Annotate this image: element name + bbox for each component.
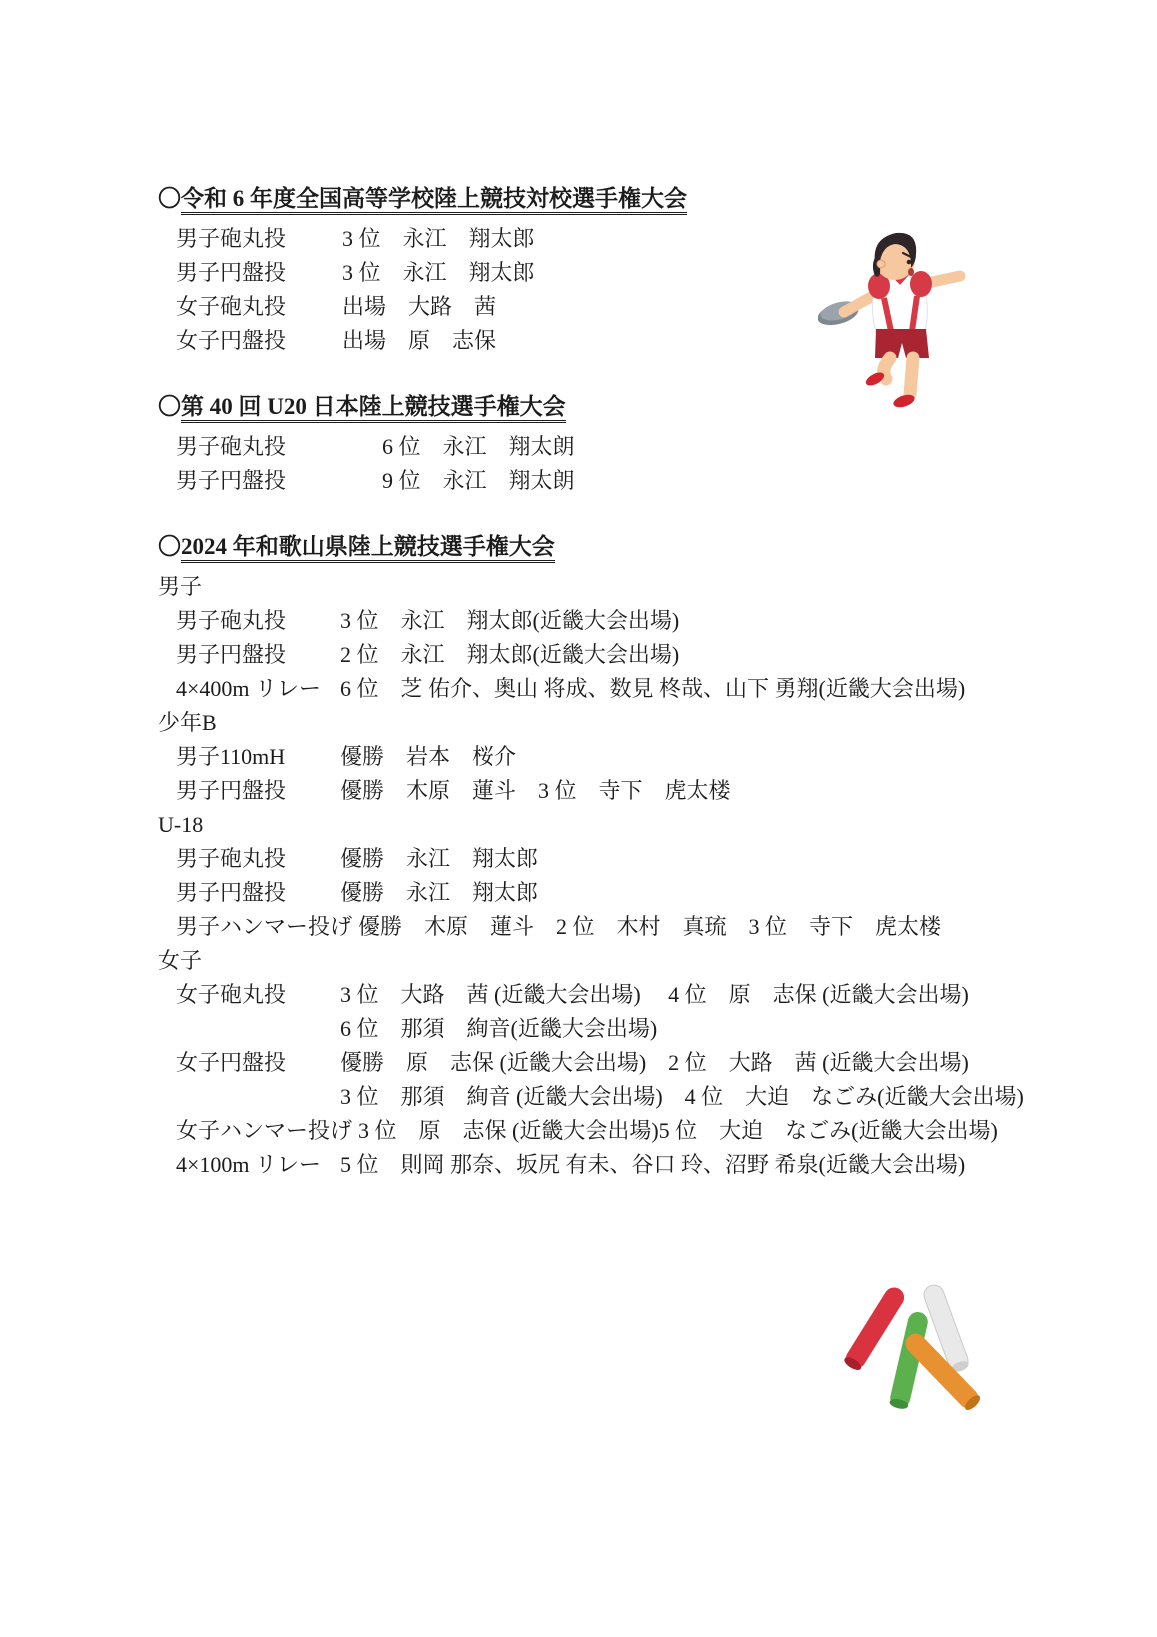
section-wakayama-championship: [158, 532, 1127, 1182]
result-row-continuation: [158, 1012, 1127, 1046]
event-name: 男子円盤投: [176, 778, 287, 803]
group-label-women: 女子: [158, 948, 203, 973]
result-text: 3 位 永江 翔太郎(近畿大会出場): [340, 608, 680, 633]
event-name: 女子砲丸投: [176, 294, 287, 319]
discus-thrower-illustration: [818, 226, 968, 416]
section-title-text: 2024 年和歌山県陸上競技選手権大会: [181, 534, 555, 563]
event-name: 女子円盤投: [176, 328, 287, 353]
result-text: 5 位 則岡 那奈、坂尻 有未、谷口 玲、沼野 希泉(近畿大会出場): [340, 1152, 966, 1177]
result-text: 6 位 永江 翔太朗: [382, 434, 575, 459]
event-name: 男子砲丸投: [176, 846, 287, 871]
result-row: [158, 876, 1127, 910]
result-text: 出場 大路 茜: [342, 294, 497, 319]
result-text: 優勝 原 志保 (近畿大会出場) 2 位 大路 茜 (近畿大会出場): [340, 1050, 969, 1075]
result-row: [158, 842, 1127, 876]
event-name: 4×100m リレー: [176, 1152, 322, 1177]
section-title: [158, 184, 1127, 214]
event-name: 男子砲丸投: [176, 434, 287, 459]
result-row: [158, 672, 1127, 706]
result-row-continuation: [158, 1080, 1127, 1114]
result-row: [158, 1148, 1127, 1182]
relay-batons-illustration: [800, 1238, 980, 1418]
result-text: 3 位 大路 茜 (近畿大会出場) 4 位 原 志保 (近畿大会出場): [340, 982, 969, 1007]
event-name: 男子円盤投: [176, 260, 287, 285]
result-text: 出場 原 志保: [342, 328, 497, 353]
event-name: 男子円盤投: [176, 642, 287, 667]
event-name: 男子ハンマー投げ: [176, 914, 353, 939]
result-row: [158, 1046, 1127, 1080]
section-title: [158, 392, 1127, 422]
section-u20-japan-championship: [158, 392, 1127, 498]
result-text: 3 位 永江 翔太郎: [342, 226, 535, 251]
result-text: 優勝 木原 蓮斗 3 位 寺下 虎太楼: [340, 778, 731, 803]
result-row: [158, 774, 1127, 808]
event-name: 女子砲丸投: [176, 982, 287, 1007]
event-name: 男子110mH: [176, 744, 286, 769]
result-text: 優勝 永江 翔太郎: [340, 846, 539, 871]
result-text: 3 位 那須 絢音 (近畿大会出場) 4 位 大迫 なごみ(近畿大会出場): [340, 1084, 1024, 1109]
section-title: [158, 532, 1127, 562]
result-row: [158, 290, 1127, 324]
section-national-hs-championship: [158, 184, 1127, 358]
result-text: 6 位 芝 佑介、奥山 将成、数見 柊哉、山下 勇翔(近畿大会出場): [340, 676, 966, 701]
result-row: [158, 978, 1127, 1012]
section-title-text: 令和 6 年度全国高等学校陸上競技対校選手権大会: [181, 186, 687, 215]
result-text: 3 位 原 志保 (近畿大会出場)5 位 大迫 なごみ(近畿大会出場): [358, 1118, 998, 1143]
event-name: 男子砲丸投: [176, 608, 287, 633]
result-text: 3 位 永江 翔太郎: [342, 260, 535, 285]
result-text: 優勝 木原 蓮斗 2 位 木村 真琉 3 位 寺下 虎太楼: [358, 914, 942, 939]
event-name: 男子円盤投: [176, 468, 287, 493]
section-marker: 〇: [158, 534, 181, 559]
result-text: 9 位 永江 翔太朗: [382, 468, 575, 493]
event-name: [176, 1080, 340, 1114]
event-name: 女子円盤投: [176, 1050, 287, 1075]
result-row: [158, 638, 1127, 672]
result-text: 2 位 永江 翔太郎(近畿大会出場): [340, 642, 680, 667]
group-label-men: 男子: [158, 574, 203, 599]
result-text: 優勝 永江 翔太郎: [340, 880, 539, 905]
event-name: 4×400m リレー: [176, 676, 322, 701]
result-row: [158, 430, 1127, 464]
result-text: 6 位 那須 絢音(近畿大会出場): [340, 1016, 658, 1041]
result-row: [158, 324, 1127, 358]
result-row: [158, 910, 1127, 944]
result-row: [158, 256, 1127, 290]
event-name: [176, 1012, 340, 1046]
result-row: [158, 1114, 1127, 1148]
result-row: [158, 222, 1127, 256]
result-row: [158, 740, 1127, 774]
event-name: 女子ハンマー投げ: [176, 1118, 353, 1143]
event-name: 男子砲丸投: [176, 226, 287, 251]
result-text: 優勝 岩本 桜介: [340, 744, 517, 769]
result-row: [158, 464, 1127, 498]
results-document: [158, 184, 1127, 1216]
section-marker: 〇: [158, 394, 181, 419]
event-name: 男子円盤投: [176, 880, 287, 905]
group-label-youth-b: 少年B: [158, 710, 217, 735]
result-row: [158, 604, 1127, 638]
section-title-text: 第 40 回 U20 日本陸上競技選手権大会: [181, 394, 566, 423]
section-marker: 〇: [158, 186, 181, 211]
group-label-u18: U-18: [158, 812, 204, 837]
